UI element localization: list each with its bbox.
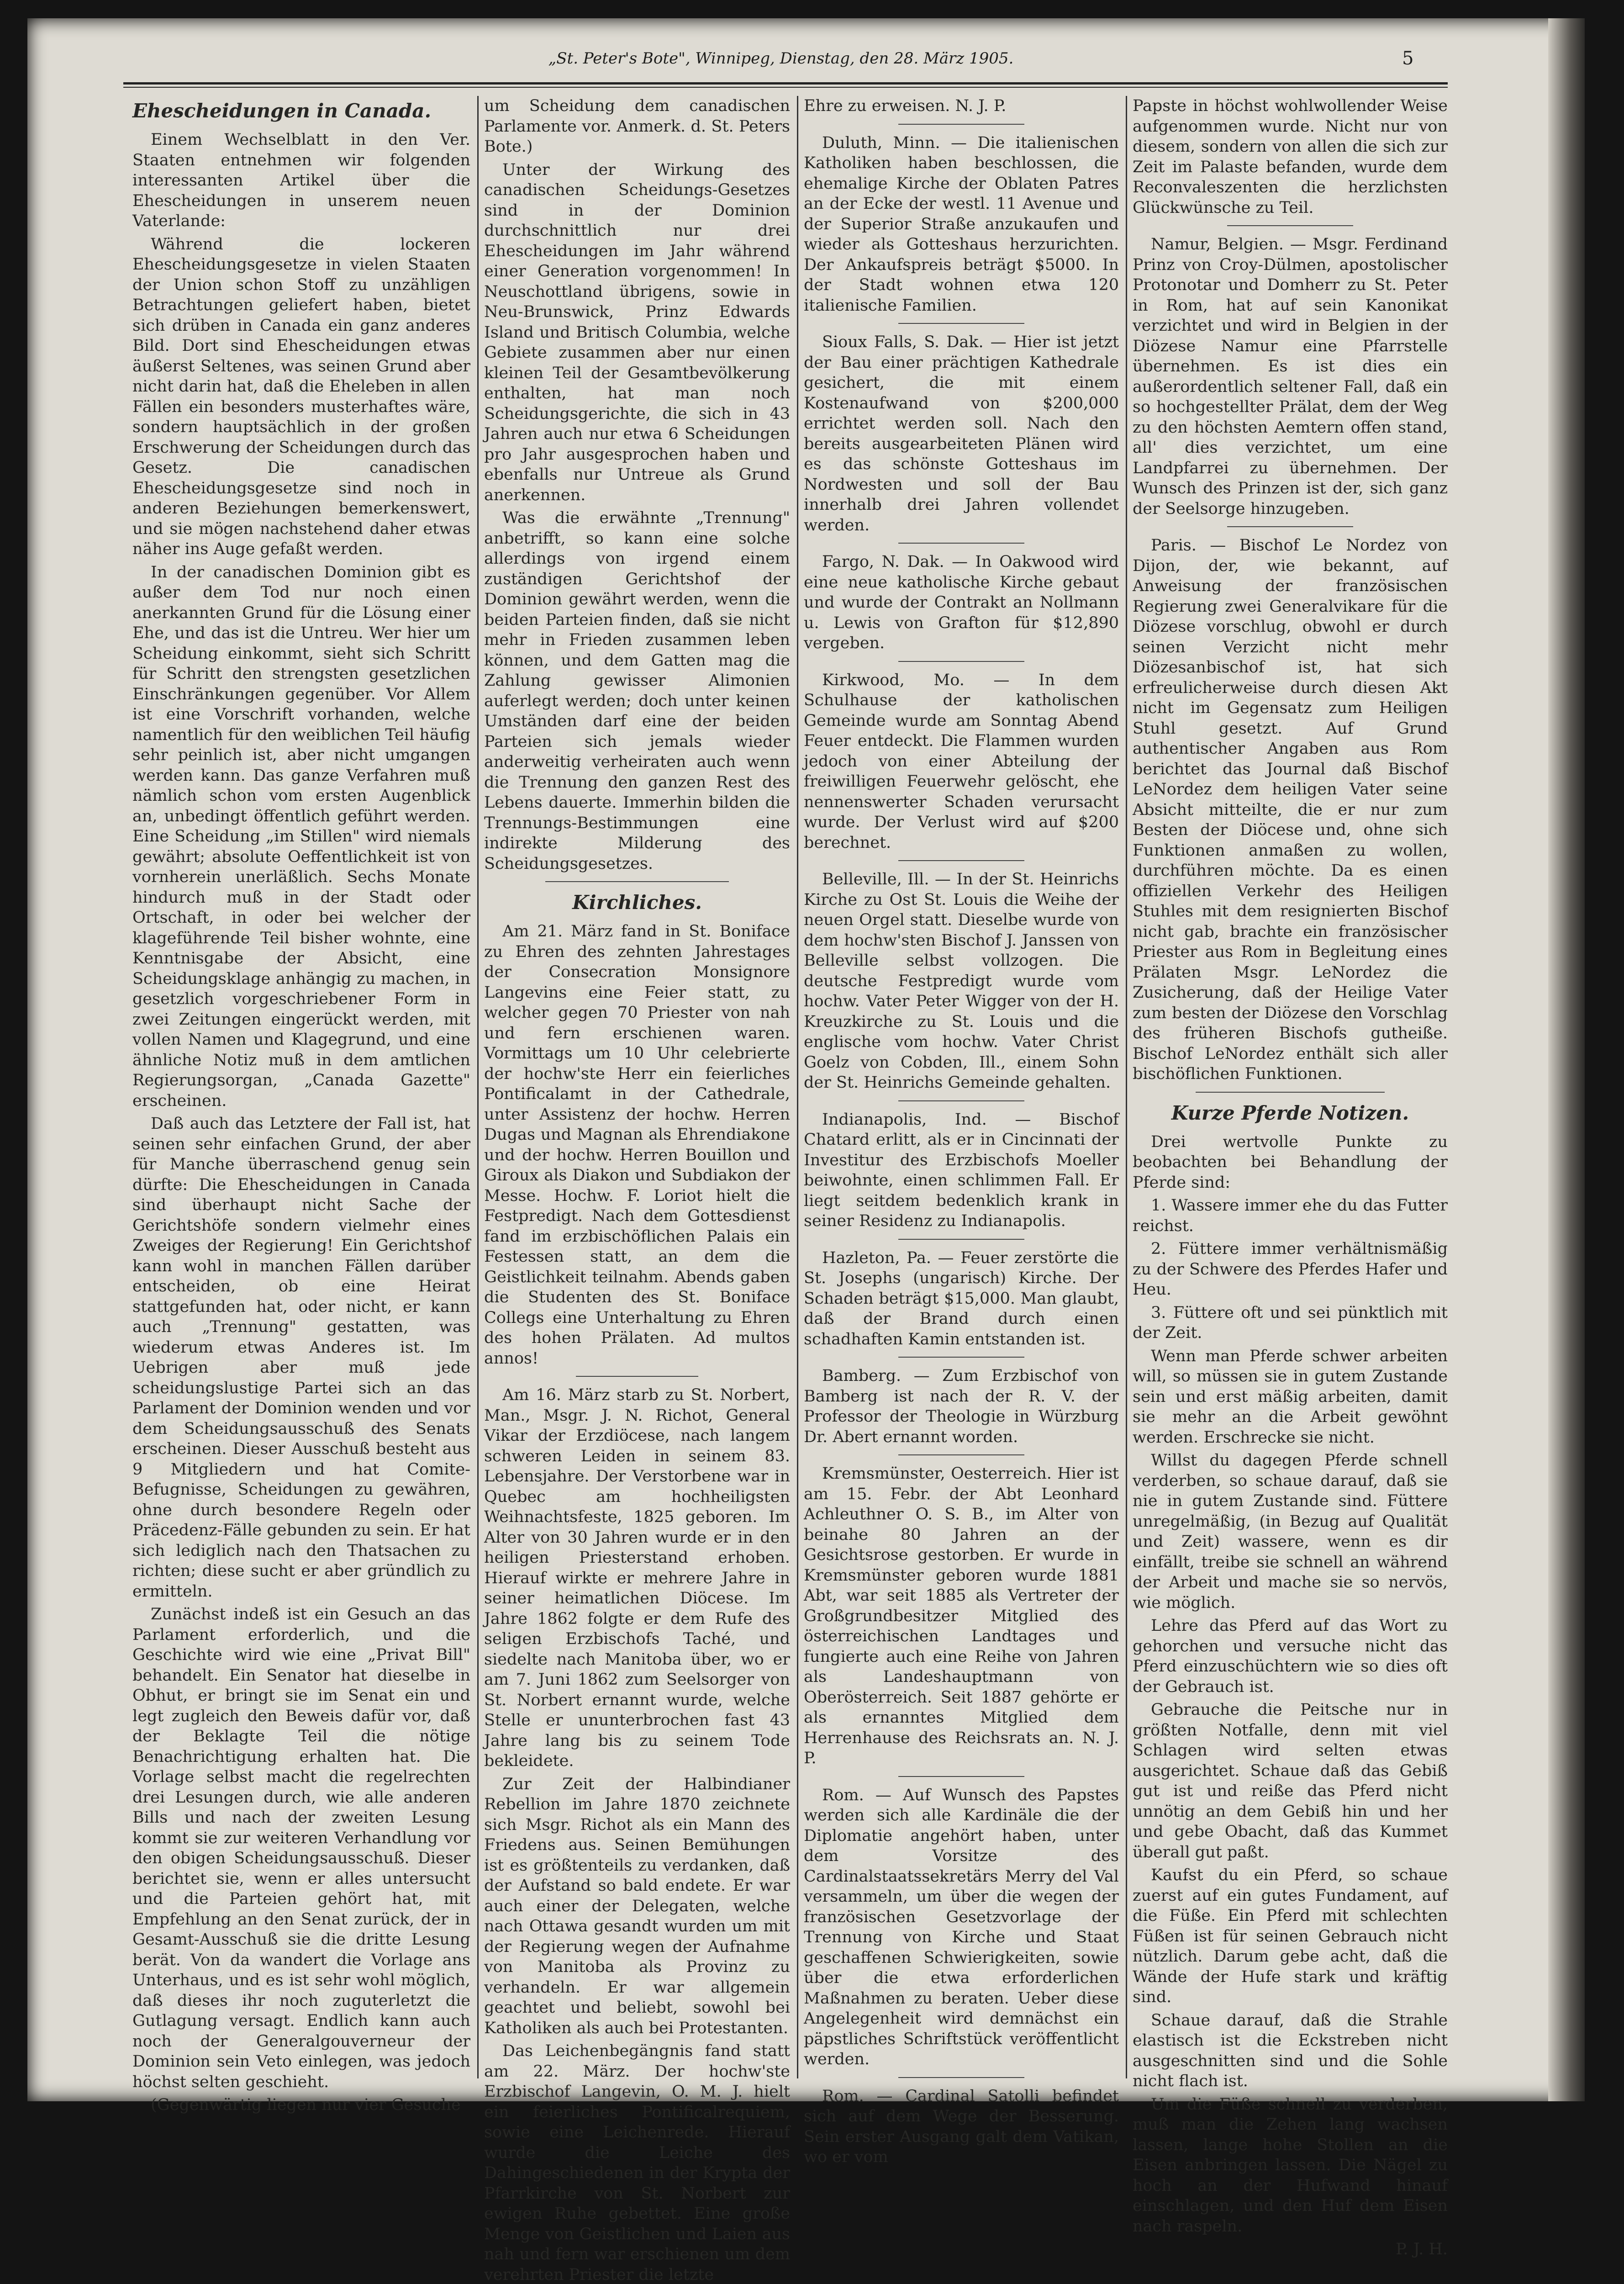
- list-item: 3. Füttere oft und sei pünktlich mit der Zeit.: [1133, 1303, 1448, 1342]
- section-divider: [1196, 1092, 1385, 1093]
- paragraph: Um die Füße schnell zu verderben, muß man die Zehen lang wachsen lassen, lange hohe Stollen an die Eisen anbringen lassen. Die Nägel zu hoch an der Hufwand hinauf einschlagen, und den Huf dem Eisen nach raspeln.: [1133, 2095, 1448, 2236]
- item-divider: [898, 1454, 1024, 1455]
- column-4: [1133, 96, 1448, 2258]
- column-divider: [477, 96, 479, 2078]
- item-divider: [898, 124, 1024, 125]
- page-number: 5: [1402, 48, 1414, 69]
- item-divider: [898, 323, 1024, 324]
- item-divider: [1227, 225, 1353, 226]
- item-divider: [898, 1357, 1024, 1358]
- paragraph: Lehre das Pferd auf das Wort zu gehorchen und versuche nicht das Pferd einzuschüchtern wie so dies oft der Gebrauch ist.: [1133, 1617, 1448, 1696]
- item-divider: [898, 543, 1024, 544]
- list-item: 1. Wassere immer ehe du das Futter reichst.: [1133, 1196, 1448, 1235]
- news-item: Belleville, Ill. — In der St. Heinrichs Kirche zu Ost St. Louis die Weihe der neuen Orgel statt. Dieselbe wurde von dem hochw'sten Bischof J. Janssen von Belleville selbst vollzogen. Die deutsche Festpredigt wurde vom hochw. Vater Peter Wigger von der H. Kreuzkirche zu St. Louis und die englische vom hochw. Vater Christ Goelz von Cobden, Ill., einem Sohn der St. Heinrichs Gemeinde gehalten.: [804, 870, 1119, 1092]
- paragraph: Unter der Wirkung des canadischen Scheidungs-Gesetzes sind in der Dominion durchschnittlich nur drei Ehescheidungen im Jahr während einer Generation vorgenommen! In Neuschottland übrigens, sowie in Neu-Brunswick, Prinz Edwards Island und Britisch Columbia, welche Gebiete zusammen aber nur einen kleinen Teil der Gesamtbevölkerung enthalten, hat man noch Scheidungsgerichte, die sich in 43 Jahren auch nur etwa 6 Scheidungen pro Jahr ausgesprochen haben und ebenfalls nur Untreue als Grund anerkennen.: [484, 160, 790, 504]
- newspaper-page: [27, 18, 1585, 2284]
- item-divider: [898, 1100, 1024, 1101]
- column-divider: [1126, 96, 1127, 2078]
- item-divider: [898, 1776, 1024, 1777]
- paragraph: Wenn man Pferde schwer arbeiten will, so müssen sie in gutem Zustande sein und erst mäßig arbeiten, damit sie mehr an die Arbeit gewöhnt werden. Erschrecke sie nicht.: [1133, 1347, 1448, 1447]
- news-item: Paris. — Bischof Le Nordez von Dijon, der, wie bekannt, auf Anweisung der französischen Regierung zwei Generalvikare für die Diözese vorschlug, obwohl er durch seinen Verzicht nicht mehr Diözesanbischof ist, hat sich erfreulicherweise durch diesen Akt nicht im Gegensatz zum Heiligen Stuhl gesetzt. Auf Grund authentischer Angaben aus Rom berichtet das Journal daß Bischof LeNordez dem heiligen Vater seine Absicht mitteilte, die er nur zum Besten der Diöcese und, ohne sich Funktionen anmaßen zu wollen, durchführen möchte. Da es einen offiziellen Verkehr des Heiligen Stuhles mit dem resignierten Bischof nicht gab, brachte ein französischer Priester aus Rom in Begleitung eines Prälaten Msgr. LeNordez die Zusicherung, daß der Heilige Vater zum besten der Diözese den Vorschlag des früheren Bischofs gutheiße. Bischof LeNordez enthält sich aller bischöflichen Funktionen.: [1133, 536, 1448, 1083]
- paragraph: Willst du dagegen Pferde schnell verderben, so schaue darauf, daß sie nie in gutem Zustande sind. Füttere unregelmäßig, (in Bezug auf Qualität und Zeit) wassere, wenn es dir einfällt, treibe sie schnell an während der Arbeit und mache sie so nervös, wie möglich.: [1133, 1451, 1448, 1612]
- paragraph: Zur Zeit der Halbindianer Rebellion im Jahre 1870 zeichnete sich Msgr. Richot als ein Mann des Friedens aus. Seinen Bemühungen ist es größtenteils zu verdanken, daß der Aufstand so bald endete. Er war auch einer der Delegaten, welche nach Ottawa gesandt wurden um mit der Regierung wegen der Aufnahme von Manitoba als Provinz zu verhandeln. Er war allgemein geachtet und beliebt, sowohl bei Katholiken als auch bei Protestanten.: [484, 1775, 790, 2037]
- paragraph: Zunächst indeß ist ein Gesuch an das Parlament erforderlich, und die Geschichte wird wie eine „Privat Bill" behandelt. Ein Senator hat dieselbe in Obhut, er bringt sie im Senat ein und legt zugleich den Beweis dafür vor, daß der Beklagte Teil die nötige Benachrichtigung erhalten hat. Die Vorlage selbst macht die regelrechten drei Lesungen durch, wie alle anderen Bills und nach der zweiten Lesung kommt sie zur weiteren Verhandlung vor den obigen Scheidungsausschuß. Dieser berichtet sie, wenn er alles untersucht und die Parteien gehört hat, mit Empfehlung an den Senat zurück, der in Gesamt-Ausschuß sie die dritte Lesung berät. Von da wandert die Vorlage ans Unterhaus, und es ist sehr wohl möglich, daß dieses ihr noch zuguterletzt die Gutlagung versagt. Endlich kann auch noch der Generalgouverneur der Dominion sein Veto einlegen, was jedoch höchst selten geschieht.: [132, 1605, 470, 2091]
- news-item: Fargo, N. Dak. — In Oakwood wird eine neue katholische Kirche gebaut und wurde der Contrakt an Nollmann u. Lewis von Grafton für $12,890 vergeben.: [804, 553, 1119, 652]
- paragraph: Was die erwähnte „Trennung" anbetrifft, so kann eine solche allerdings von irgend einem zuständigen Gerichtshof der Dominion gewährt werden, wenn die beiden Parteien finden, daß sie nicht mehr in Frieden zusammen leben können, und dem Gatten mag die Zahlung gewisser Alimonien auferlegt werden; doch unter keinen Umständen darf eine der beiden Parteien sich jemals wieder anderweitig verheiraten auch wenn die Trennung den ganzen Rest des Lebens dauerte. Immerhin bilden die Trennungs-Bestimmungen eine indirekte Milderung des Scheidungsgesetzes.: [484, 509, 790, 873]
- header-rule: [123, 82, 1448, 85]
- paragraph: Am 16. März starb zu St. Norbert, Man., Msgr. J. N. Richot, General Vikar der Erzdiöcese, nach langem schweren Leiden in seinem 83. Lebensjahre. Der Verstorbene war in Quebec am hochheiligsten Weihnachtsfeste, 1825 geboren. Im Alter von 30 Jahren wurde er in den heiligen Priesterstand erhoben. Hierauf wirkte er mehrere Jahre in seiner heimatlichen Diöcese. Im Jahre 1862 folgte er dem Rufe des seligen Erzbischofs Taché, und siedelte nach Manitoba über, wo er am 7. Juni 1862 zum Seelsorger von St. Norbert ernannt wurde, welche Stelle er ununterbrochen fast 43 Jahre lang bis zu seinem Tode bekleidete.: [484, 1386, 790, 1770]
- news-item: Duluth, Minn. — Die italienischen Katholiken haben beschlossen, die ehemalige Kirche der Oblaten Patres an der Ecke der westl. 11 Avenue und der Superior Straße anzukaufen und wieder als Gotteshaus herzurichten. Der Ankaufspreis beträgt $5000. In der Stadt wohnen etwa 120 italienische Familien.: [804, 133, 1119, 315]
- paragraph: Am 21. März fand in St. Boniface zu Ehren des zehnten Jahrestages der Consecration Monsignore Langevins eine Feier statt, zu welcher gegen 70 Priester von nah und fern erschienen waren. Vormittags um 10 Uhr celebrierte der hochw'ste Herr ein feierliches Pontificalamt in der Cathedrale, unter Assistenz der hochw. Herren Dugas und Magnan als Ehrendiakone und der hochw. Herren Bouillon und Giroux als Diakon und Subdiakon der Messe. Hochw. F. Loriot hielt die Festpredigt. Nach dem Gottesdienst fand im erzbischöflichen Palais ein Festessen statt, an dem die Geistlichkeit teilnahm. Abends gaben die Studenten des St. Boniface Collegs eine Unterhaltung zu Ehren des hohen Prälaten. Ad multos annos!: [484, 922, 790, 1368]
- news-item: Kirkwood, Mo. — In dem Schulhause der katholischen Gemeinde wurde am Sonntag Abend Feuer entdeckt. Die Flammen wurden jedoch von einer Abteilung der freiwilligen Feuerwehr gelöscht, ehe nennenswerter Schaden verursacht wurde. Der Verlust wird auf $200 berechnet.: [804, 671, 1119, 852]
- section-heading-horses: Kurze Pferde Notizen.: [1171, 1101, 1409, 1124]
- news-item: Sioux Falls, S. Dak. — Hier ist jetzt der Bau einer prächtigen Kathedrale gesichert, die mit einem Kostenaufwand von $200,000 errichtet werden soll. Nach den bereits ausgearbeiteten Plänen wird es das schönste Gotteshaus im Nordwesten und soll der Bau innerhalb drei Jahren vollendet werden.: [804, 333, 1119, 534]
- list-item: 2. Füttere immer verhältnismäßig zu der Schwere des Pferdes Hafer und Heu.: [1133, 1240, 1448, 1299]
- item-divider: [898, 661, 1024, 662]
- column-3: [804, 96, 1119, 2166]
- news-item: Hazleton, Pa. — Feuer zerstörte die St. Josephs (ungarisch) Kirche. Der Schaden beträgt $15,000. Man glaubt, daß der Brand durch einen schadhaften Kamin entstanden ist.: [804, 1248, 1119, 1348]
- author-signature: P. J. H.: [1396, 2240, 1448, 2258]
- page-edge: [1548, 18, 1585, 2101]
- paragraph: Kaufst du ein Pferd, so schaue zuerst auf ein gutes Fundament, auf die Füße. Ein Pferd mit schlechten Füßen ist für seinen Gebrauch nicht nützlich. Darum gebe acht, daß die Wände der Hufe stark und kräftig sind.: [1133, 1866, 1448, 2006]
- paragraph: Papste in höchst wohlwollender Weise aufgenommen wurde. Nicht nur von diesem, sondern von allen die sich zur Zeit im Palaste befanden, wurde dem Reconvaleszenten die herzlichsten Glückwünsche zu Teil.: [1133, 97, 1448, 217]
- paragraph: Schaue darauf, daß die Strahle elastisch ist die Eckstreben nicht ausgeschnitten sind und die Sohle nicht flach ist.: [1133, 2011, 1448, 2090]
- column-1: [132, 96, 470, 2114]
- paragraph: Das Leichenbegängnis fand statt am 22. März. Der hochw'ste Erzbischof Langevin, O. M. J. hielt ein feierliches Pontificalrequiem, sowie eine Leichenrede. Hierauf wurde die Leiche des Dahingeschiedenen in der Krypta der Pfarrkirche von St. Norbert zur ewigen Ruhe gebettet. Eine große Menge von Geistlichen und Laien aus nah und fern war erschienen um dem verehrten Priester die letzte: [484, 2042, 790, 2284]
- paragraph: Daß auch das Letztere der Fall ist, hat seinen sehr einfachen Grund, der aber für Manche überraschend genug sein dürfte: Die Ehescheidungen in Canada sind überhaupt nicht Sache der Gerichtshöfe sondern vielmehr eines Zweiges der Regierung! Ein Gerichtshof kann wohl in manchen Fällen darüber entscheiden, ob eine Heirat stattgefunden hat, oder nicht, er kann auch „Trennung" gestatten, was wiederum etwas Anderes ist. Im Uebrigen aber muß jede scheidungslustige Partei sich an das Parlament der Dominion wenden und vor dem Scheidungsausschuß des Senats erscheinen. Dieser Ausschuß besteht aus 9 Mitgliedern und hat Comite-Befugnisse, Scheidungen zu gewähren, ohne durch besondere Regeln oder Präcedenz-Fälle gebunden zu sein. Er hat sich lediglich nach den Thatsachen zu richten; diese sucht er aber gründlich zu ermitteln.: [132, 1115, 470, 1601]
- column-divider: [797, 96, 798, 2078]
- paragraph: um Scheidung dem canadischen Parlamente vor. Anmerk. d. St. Peters Bote.): [484, 97, 790, 156]
- section-heading-church: Kirchliches.: [572, 891, 702, 914]
- item-divider: [898, 1239, 1024, 1240]
- item-divider: [898, 860, 1024, 861]
- news-item: Kremsmünster, Oesterreich. Hier ist am 15. Febr. der Abt Leonhard Achleuthner O. S. B., im Alter von beinahe 80 Jahren an der Gesichtsrose gestorben. Er wurde in Kremsmünster geboren wurde 1881 Abt, war seit 1885 als Vertreter der Großgrundbesitzer Mitglied des österreichischen Landtages und fungierte auch eine Reihe von Jahren als Landeshauptmann von Oberösterreich. Seit 1887 gehörte er als ernanntes Mitglied dem Herrenhause des Reichsrats an. N. J. P.: [804, 1465, 1119, 1767]
- news-item: Rom. — Auf Wunsch des Papstes werden sich alle Kardinäle die der Diplomatie angehört haben, unter dem Vorsitze des Cardinalstaatssekretärs Merry del Val versammeln, um über die wegen der französischen Gesetzvorlage der Trennung von Kirche und Staat geschaffenen Schwierigkeiten, sowie über die etwa erforderlichen Maßnahmen zu beraten. Ueber diese Angelegenheit wird demnächst ein päpstliches Schriftstück veröffentlicht werden.: [804, 1786, 1119, 2068]
- item-divider: [576, 1376, 698, 1377]
- paragraph: Während die lockeren Ehescheidungsgesetze in vielen Staaten der Union schon Stoff zu unzähligen Betrachtungen geliefert haben, bietet sich drüben in Canada ein ganz anderes Bild. Dort sind Ehescheidungen etwas äußerst Seltenes, was seinen Grund aber nicht darin hat, daß die Eheleben in allen Fällen ein besonders musterhaftes wäre, sondern hauptsächlich in der großen Erschwerung der Scheidungen durch das Gesetz. Die canadischen Ehescheidungsgesetze sind noch in anderen Beziehungen bemerkenswert, und sie mögen nachstehend daher etwas näher ins Auge gefaßt werden.: [132, 235, 470, 558]
- page-header: „St. Peter's Bote", Winnipeg, Dienstag, den 28. März 1905.: [548, 49, 1014, 68]
- column-2: [484, 96, 790, 2284]
- news-item: Rom. — Cardinal Satolli befindet sich auf dem Wege der Besserung. Sein erster Ausgang galt dem Vatikan, wo er vom: [804, 2087, 1119, 2166]
- paragraph: Drei wertvolle Punkte zu beobachten bei Behandlung der Pferde sind:: [1133, 1132, 1448, 1192]
- news-item: Namur, Belgien. — Msgr. Ferdinand Prinz von Croy-Dülmen, apostolischer Protonotar und Domherr zu St. Peter in Rom, hat auf sein Kanonikat verzichtet und wird in Belgien in der Diözese Namur eine Pfarrstelle übernehmen. Es ist dies ein außerordentlich seltener Fall, daß ein so hochgestellter Prälat, dem der Weg zu den höchsten Aemtern offen stand, all' dies verzichtet, um eine Landpfarrei zu übernehmen. Der Wunsch des Prinzen ist der, sich ganz der Seelsorge hinzugeben.: [1133, 235, 1448, 518]
- paragraph: In der canadischen Dominion gibt es außer dem Tod nur noch einen anerkannten Grund für die Lösung einer Ehe, und das ist die Untreu. Wer hier um Scheidung einkommt, sieht sich Schritt für Schritt den strengsten gesetzlichen Einschränkungen gegenüber. Vor Allem ist eine Vorschrift vorhanden, welche namentlich für den weiblichen Teil häufig sehr peinlich ist, aber nicht umgangen werden kann. Das ganze Verfahren muß nämlich schon vom ersten Augenblick an, unbedingt öffentlich geführt werden. Eine Scheidung „im Stillen" wird niemals gewährt; absolute Oeffentlichkeit ist von vornherein unerläßlich. Sechs Monate hindurch muß in der Stadt oder Ortschaft, in oder bei welcher der klageführende Teil bisher wohnte, eine Kenntnisgabe der Absicht, eine Scheidungsklage anhängig zu machen, in gesetzlich vorgeschriebener Form in zwei Zeitungen eingerückt werden, mit vollen Namen und Klagegrund, und eine ähnliche Notiz muß in dem amtlichen Regierungsorgan, „Canada Gazette" erscheinen.: [132, 563, 470, 1110]
- item-divider: [1227, 526, 1353, 527]
- news-item: Indianapolis, Ind. — Bischof Chatard erlitt, als er in Cincinnati der Investitur des Erzbischofs Moeller beiwohnte, einen schlimmen Fall. Er liegt seitdem bedenklich krank in seiner Residenz zu Indianapolis.: [804, 1110, 1119, 1230]
- item-divider: [898, 2077, 1024, 2078]
- news-item: Bamberg. — Zum Erzbischof von Bamberg ist nach der R. V. der Professor der Theologie in Würzburg Dr. Abert ernannt worden.: [804, 1367, 1119, 1446]
- paragraph: Gebrauche die Peitsche nur in größten Notfalle, denn mit viel Schlagen wird selten etwas ausgerichtet. Schaue daß das Gebiß gut ist und reiße das Pferd nicht unnötig an dem Gebiß hin und her und gebe Obacht, daß das Kummet überall gut paßt.: [1133, 1701, 1448, 1861]
- header-rule-thin: [123, 87, 1448, 88]
- section-divider: [545, 881, 729, 882]
- paragraph: Ehre zu erweisen. N. J. P.: [804, 97, 1007, 115]
- article-heading-divorce: Ehescheidungen in Canada.: [132, 100, 432, 122]
- paragraph: (Gegenwärtig liegen nur vier Gesuche: [151, 2096, 461, 2114]
- paragraph: Einem Wechselblatt in den Ver. Staaten entnehmen wir folgenden interessanten Artikel über die Ehescheidungen in unserem neuen Vaterlande:: [132, 131, 470, 230]
